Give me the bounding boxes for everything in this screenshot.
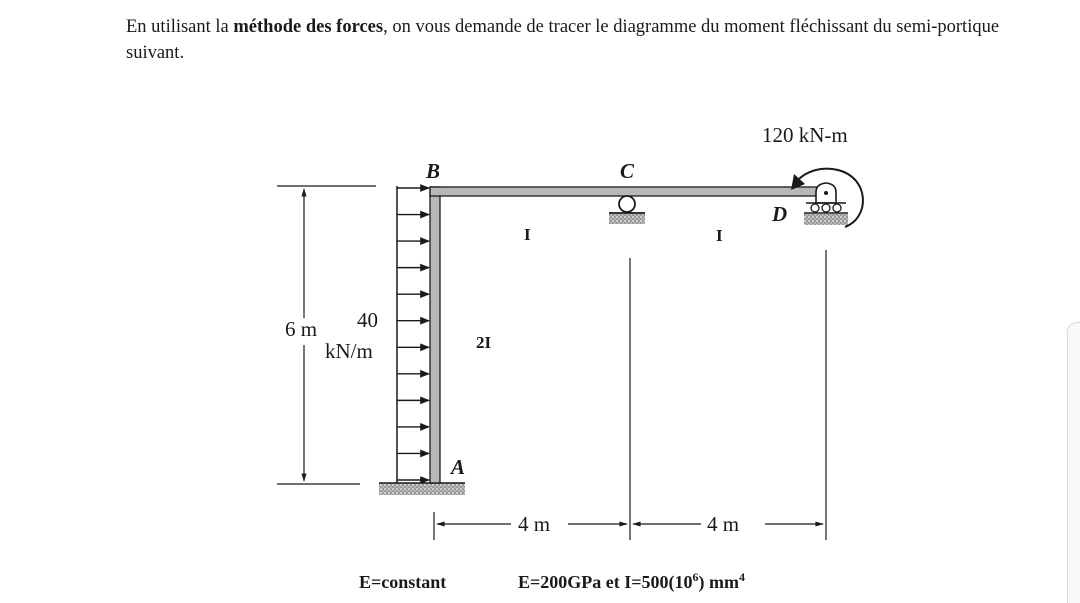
- node-label-B: B: [426, 159, 441, 183]
- inertia-label-beam-right: I: [716, 226, 723, 245]
- inertia-label-beam-left: I: [524, 225, 531, 244]
- load-value-label: 40: [357, 308, 378, 332]
- elasticity-note: E=constant: [359, 572, 447, 592]
- fixed-support-A: [379, 483, 465, 495]
- props-mid: ) mm: [698, 572, 739, 592]
- intro-text-start: En utilisant la: [126, 17, 234, 37]
- props-unit-exponent: 4: [738, 570, 745, 584]
- span-left-label: 4 m: [518, 512, 551, 536]
- scrollbar[interactable]: [1067, 322, 1080, 603]
- node-label-C: C: [620, 159, 635, 183]
- height-label: 6 m: [285, 317, 318, 341]
- node-label-D: D: [772, 202, 788, 226]
- node-label-A: A: [451, 455, 466, 479]
- load-unit-label: kN/m: [325, 339, 373, 363]
- moment-label: 120 kN-m: [762, 123, 848, 147]
- distributed-load: [397, 186, 429, 484]
- method-name: méthode des forces: [233, 17, 384, 37]
- material-properties: [518, 570, 745, 593]
- inertia-label-column: 2I: [476, 333, 492, 352]
- intro-text-rest: , on vous demande de tracer le diagramme du moment fléchissant du semi-portique suivant.: [126, 17, 1000, 63]
- beam-BD: [430, 187, 818, 196]
- column-AB: [430, 187, 440, 483]
- span-right-label: 4 m: [707, 512, 740, 536]
- roller-support-C: [609, 196, 645, 224]
- props-exponent: 6: [692, 570, 699, 584]
- props-prefix: E=200GPa et I=500(10: [518, 572, 693, 592]
